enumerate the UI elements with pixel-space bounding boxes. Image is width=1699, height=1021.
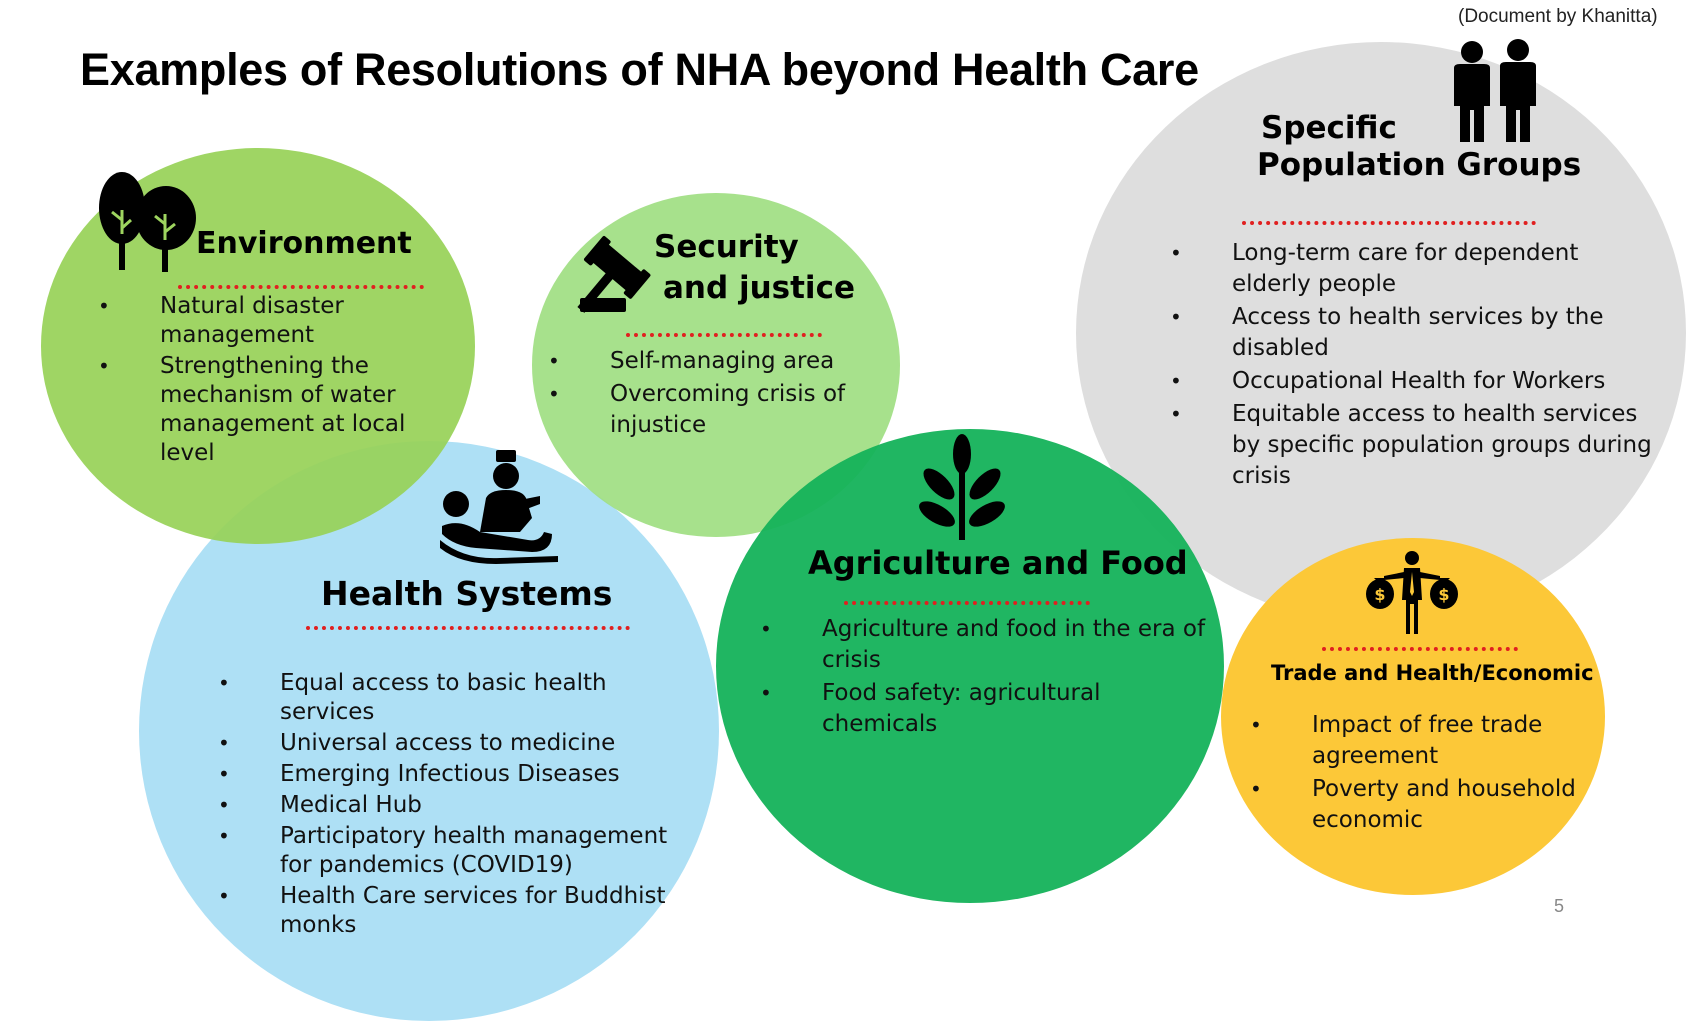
svg-text:$: $ — [1374, 585, 1386, 604]
trees-icon — [98, 170, 200, 274]
list-item: • Universal access to medicine — [218, 729, 698, 758]
svg-text:$: $ — [1438, 585, 1450, 604]
list-item: • Strengthening the mechanism of water management at local level — [98, 352, 428, 468]
money-bags-icon — [1364, 550, 1460, 636]
health-systems-heading: Health Systems — [321, 574, 613, 613]
patient-care-icon — [440, 448, 564, 562]
security-list — [548, 346, 878, 443]
people-icon — [1446, 38, 1542, 144]
population-list — [1170, 238, 1660, 494]
list-item: • Health Care services for Buddhist monks — [218, 882, 698, 940]
agriculture-divider — [844, 601, 1090, 605]
page-title: Examples of Resolutions of NHA beyond Health Care — [80, 44, 1199, 95]
list-item: • Food safety: agricultural chemicals — [760, 678, 1220, 740]
agriculture-heading: Agriculture and Food — [808, 544, 1188, 582]
agriculture-list — [760, 614, 1220, 742]
list-item: • Occupational Health for Workers — [1170, 366, 1660, 397]
gavel-icon — [578, 240, 650, 316]
population-heading-line2: Population Groups — [1257, 147, 1582, 183]
environment-list — [98, 292, 428, 470]
list-item: • Equitable access to health services by specific population groups during crisis — [1170, 399, 1660, 492]
document-credit: (Document by Khanitta) — [1458, 6, 1658, 27]
list-item: • Self-managing area — [548, 346, 878, 377]
list-item: • Overcoming crisis of injustice — [548, 379, 878, 441]
trade-divider — [1322, 647, 1518, 651]
security-heading-line1: Security — [654, 229, 799, 265]
list-item: • Agriculture and food in the era of crisis — [760, 614, 1220, 676]
trade-list — [1250, 710, 1590, 838]
security-heading-line2: and justice — [663, 270, 855, 306]
environment-divider — [178, 285, 424, 289]
population-heading-line1: Specific — [1261, 110, 1397, 146]
list-item: • Natural disaster management — [98, 292, 428, 350]
health-systems-divider — [306, 626, 630, 630]
trade-heading: Trade and Health/Economic — [1271, 661, 1594, 685]
list-item: • Impact of free trade agreement — [1250, 710, 1590, 772]
page-number: 5 — [1554, 896, 1565, 916]
plant-icon — [917, 434, 1007, 542]
list-item: • Access to health services by the disabled — [1170, 302, 1660, 364]
list-item: • Emerging Infectious Diseases — [218, 760, 698, 789]
environment-heading: Environment — [196, 226, 412, 261]
population-divider — [1242, 221, 1536, 225]
list-item: • Long-term care for dependent elderly people — [1170, 238, 1660, 300]
security-divider — [626, 333, 822, 337]
health-systems-list — [218, 669, 698, 942]
list-item: • Equal access to basic health services — [218, 669, 698, 727]
list-item: • Poverty and household economic — [1250, 774, 1590, 836]
list-item: • Participatory health management for pandemics (COVID19) — [218, 822, 698, 880]
list-item: • Medical Hub — [218, 791, 698, 820]
